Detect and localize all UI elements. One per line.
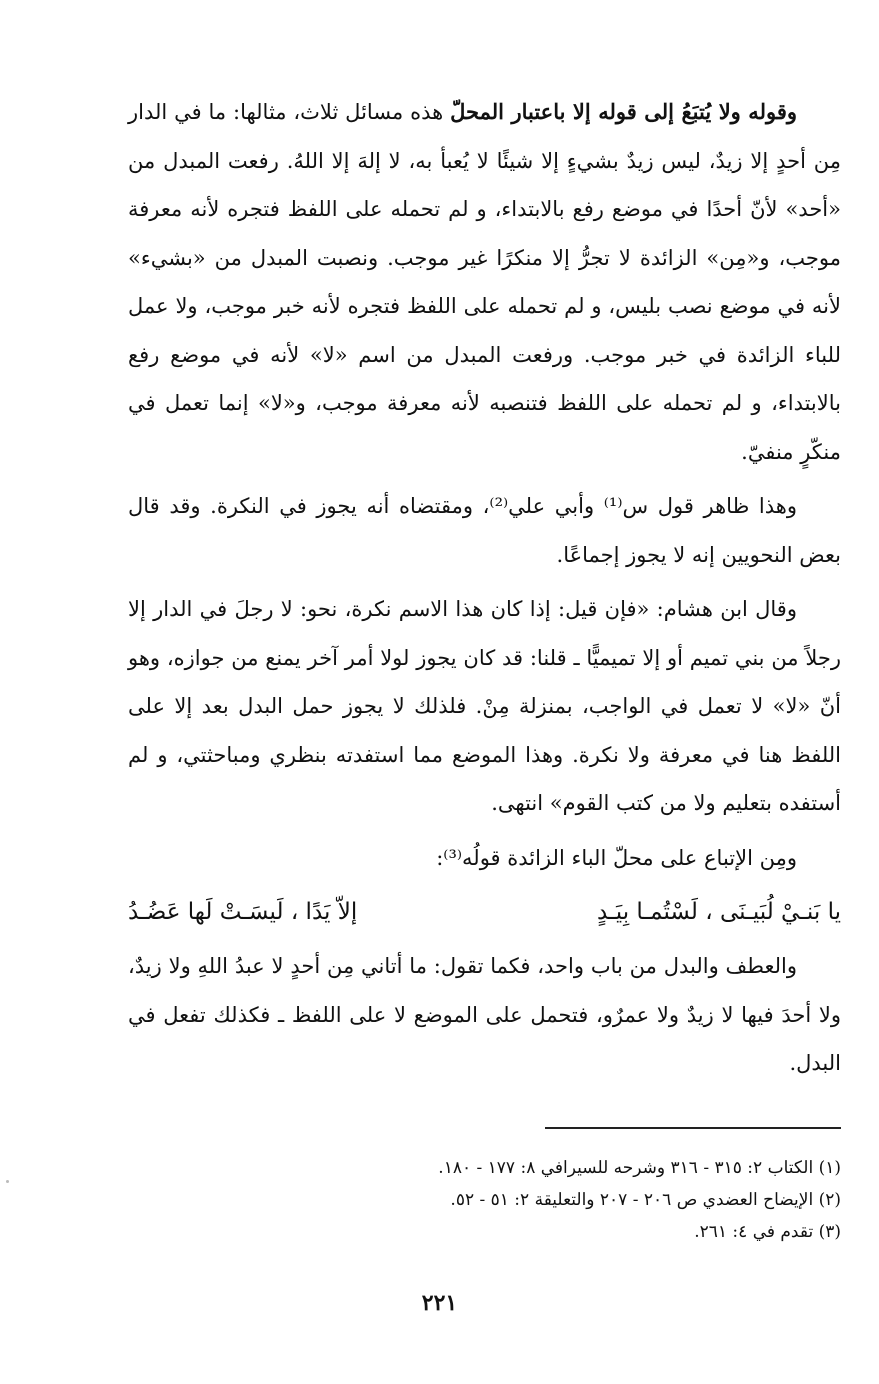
paragraph-4: ومِن الإتباع على محلّ الباء الزائدة قولُه⁽³⁾: <box>436 845 797 870</box>
verse-second-hemistich: إلاّ يَدًا ، لَيسَـتْ لَها عَضُـدُ <box>128 899 358 925</box>
margin-speck <box>6 1180 9 1183</box>
footnote-3: (٣) تقدم في ٤: ٢٦١. <box>694 1222 841 1242</box>
footnote-2: (٢) الإيضاح العضدي ص ٢٠٦ - ٢٠٧ والتعليقة ٢: ٥١ - ٥٢. <box>450 1190 841 1210</box>
verse-first-hemistich: يا بَنـيْ لُبَيـنَى ، لَسْتُمـا بِيَـدٍ <box>596 899 841 925</box>
poetry-verse <box>128 888 841 936</box>
footnote-1: (١) الكتاب ٢: ٣١٥ - ٣١٦ وشرحه للسيرافي ٨: ١٧٧ - ١٨٠. <box>438 1158 841 1178</box>
main-text <box>128 88 841 888</box>
paragraph-5: والعطف والبدل من باب واحد، فكما تقول: ما أتاني مِن أحدٍ لا عبدُ اللهِ ولا زيدٌ، ولا أحدَ فيها لا زيدٌ ولا عمرٌو، فتحمل على الموضع لا على اللفظ ـ فكذلك تفعل في البدل. <box>128 954 841 1075</box>
paragraph-3: وقال ابن هشام: «فإن قيل: إذا كان هذا الاسم نكرة، نحو: لا رجلَ في الدار إلا رجلاً من بني تميم أو إلا تميميًّا ـ قلنا: قد كان يجوز لولا أمر آخر يمنع من جوازه، وهو أنّ «لا» لا تعمل في الواجب، بمنزلة مِنْ. فلذلك لا يجوز حمل البدل بعد إلا على اللفظ هنا في معرفة ولا نكرة. وهذا الموضع مما استفدته بنظري ومباحثتي، و لم أستفده بتعليم ولا من كتب القوم» انتهى. <box>128 597 841 815</box>
page-number: ٢٢١ <box>421 1290 458 1316</box>
closing-text <box>128 942 841 1094</box>
footnote-divider <box>545 1127 841 1129</box>
paragraph-1-text: هذه مسائل ثلاث، مثالها: ما في الدار مِن أحدٍ إلا زيدٌ، ليس زيدٌ بشيءٍ إلا شيئًا لا يُعبأ به، لا إلهَ إلا اللهُ. رفعت المبدل من «أحد» لأنّ أحدًا في موضع رفع بالابتداء، و لم تحمله على اللفظ فتجره لأنه معرفة موجب، و«مِن» الزائدة لا تجرُّ إلا منكرًا غير موجب. ونصبت المبدل من «بشيء» لأنه في موضع نصب بليس، و لم تحمله على اللفظ فتجره لأنه خبر موجب، ولا عمل للباء الزائدة في خبر موجب. ورفعت المبدل من اسم «لا» لأنه في موضع رفع بالابتداء، و لم تحمله على اللفظ فتنصبه لأنه معرفة موجب، و«لا» إنما تعمل في منكّرٍ منفيّ. <box>128 100 841 464</box>
paragraph-1 <box>128 88 841 476</box>
paragraph-1-lead: وقوله ولا يُتبَعُ إلى قوله إلا باعتبار المحلّ <box>450 99 797 124</box>
paragraph-2: وهذا ظاهر قول س⁽¹⁾ وأبي علي⁽²⁾، ومقتضاه أنه يجوز في النكرة. وقد قال بعض النحويين إنه لا يجوز إجماعًا. <box>128 494 841 567</box>
footnotes <box>128 1152 841 1248</box>
